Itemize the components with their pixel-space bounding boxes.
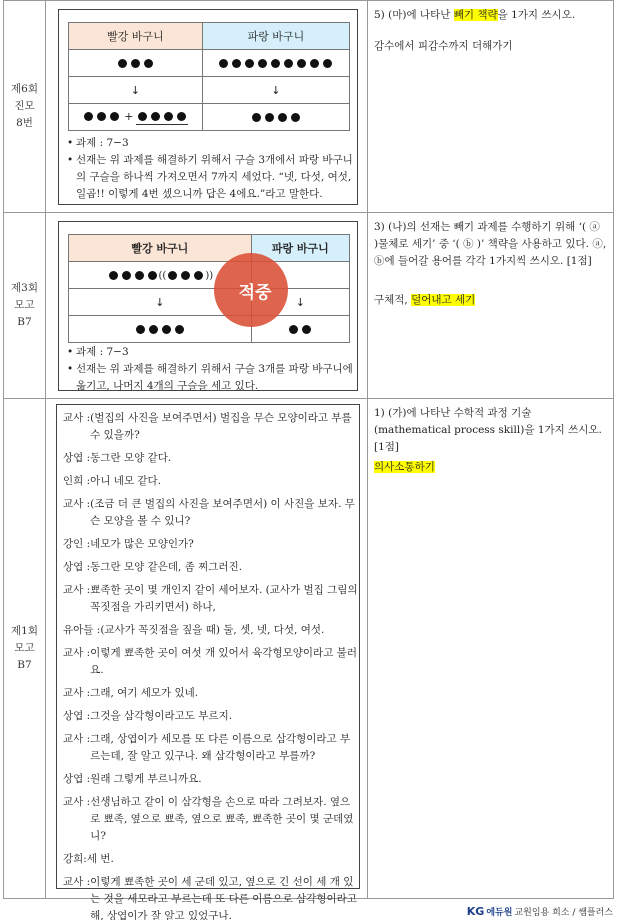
kg-logo: KG: [466, 905, 485, 918]
dialog-line: [63, 582, 358, 616]
note-item: • 선재는 위 과제를 해결하기 위해서 구슬 3개를 파랑 바구니에 옮기고, 나머지 4개의 구슬을 세고 있다.: [67, 361, 357, 395]
hit-stamp: [214, 253, 288, 327]
answer-text: [374, 459, 607, 476]
marble: [245, 59, 254, 68]
dialog-line: [63, 450, 358, 467]
marble: [164, 112, 173, 121]
red-basket-result: [69, 104, 203, 131]
marble: [131, 59, 140, 68]
marble: [284, 59, 293, 68]
marble: [135, 271, 144, 280]
question-text: 1) (가)에 나타난 수학적 과정 기술(mathematical process skill)을 1가지 쓰시오. [1점]: [374, 407, 602, 453]
marble: [110, 112, 119, 121]
marble: [291, 113, 300, 122]
marble: [84, 112, 93, 121]
dialog-line: [63, 645, 358, 679]
dialog-text: 네모가 많은 모양인가?: [90, 538, 194, 550]
speaker-name: 교사 :: [63, 647, 91, 659]
dialog-text: 그래, 여기 세모가 있네.: [90, 687, 199, 699]
dialog-text: 이렇게 뾰족한 곳이 여섯 개 있어서 육각형모양이라고 불러요.: [90, 647, 357, 676]
speaker-name: 강희:: [63, 853, 87, 865]
red-basket-header: 빨강 바구니: [69, 23, 203, 50]
highlighted-term: 빼기 책략: [453, 9, 498, 21]
marble: [162, 325, 171, 334]
problem-box: [58, 9, 358, 205]
basket-table: [68, 22, 350, 131]
stamp-text: 적중: [238, 282, 272, 303]
paren-open: ((: [158, 270, 167, 281]
down-arrow: ↓: [69, 77, 203, 104]
row-label-line: 모고: [14, 642, 35, 654]
dialog-text: 동그란 모양 같은데, 좀 찌그러진.: [90, 561, 243, 573]
dialog-line: [63, 771, 358, 788]
marble: [97, 112, 106, 121]
dialog-line: [63, 851, 358, 868]
marble: [138, 112, 147, 121]
question-row-2: [3, 213, 614, 399]
marble: [194, 271, 203, 280]
marble: [118, 59, 127, 68]
speaker-name: 교사 :: [63, 584, 91, 596]
row-label-line: 제1회: [11, 625, 38, 637]
dialog-text: (벌집의 사진을 보여주면서) 벌집을 무슨 모양이라고 부를 수 있을까?: [90, 412, 352, 441]
row-label-line: 제3회: [11, 282, 38, 294]
dialog-text: 선생님하고 같이 이 삼각형을 손으로 따라 그려보자. 옆으로 뾰족, 옆으로 뾰족, 옆으로 뾰족, 뾰족한 곳이 몇 군데였니?: [90, 796, 354, 842]
footer-text: 교원임용 희소 / 쌤플러스: [514, 908, 613, 918]
marble: [297, 59, 306, 68]
problem-notes: [67, 344, 357, 395]
red-basket-header: 빨강 바구니: [69, 235, 252, 262]
dialog-text: 뾰족한 곳이 몇 개인지 같이 세어보자. (교사가 벌집 그림의 꼭짓점을 가리키면서) 하나,: [90, 584, 358, 613]
question-text: 5) (마)에 나타난 빼기 책략을 1가지 쓰시오.: [374, 9, 576, 21]
marble: [278, 113, 287, 122]
marble: [323, 59, 332, 68]
question-answer-1: [368, 1, 613, 212]
problem-box: [58, 221, 358, 391]
marble: [252, 113, 261, 122]
speaker-name: 교사 :: [63, 412, 91, 424]
dialog-line: [63, 622, 358, 639]
marble: [232, 59, 241, 68]
marble: [144, 59, 153, 68]
row-label-2: [4, 213, 46, 398]
problem-content-1: [46, 1, 368, 212]
dialog-text: 원래 그렇게 부르니까요.: [90, 773, 202, 785]
paren-close: )): [205, 270, 214, 281]
row-label-line: B7: [17, 316, 32, 328]
marble: [177, 112, 186, 121]
marble: [151, 112, 160, 121]
dialog-line: [63, 536, 358, 553]
note-item: • 선재는 위 과제를 해결하기 위해서 구슬 3개에서 파랑 바구니의 구슬을 하나씩 가져오면서 7까지 세었다. “넷, 다섯, 여섯, 일곱!! 이렇게 4번 셌으니까 답은 4에요.”라고 말한다.: [67, 152, 357, 203]
down-arrow: ↓: [69, 289, 252, 316]
speaker-name: 상엽 :: [63, 452, 91, 464]
problem-notes: [67, 135, 357, 203]
dialog-line: [63, 410, 358, 444]
problem-content-2: [46, 213, 368, 398]
speaker-name: 교사 :: [63, 687, 91, 699]
answer-text: 구체적, 덜어내고 세기: [374, 294, 476, 306]
row-label-3: [4, 399, 46, 898]
marble: [148, 271, 157, 280]
row-label-line: 제6회: [11, 83, 38, 95]
dialog-text: 세 번.: [86, 853, 114, 865]
speaker-name: 상엽 :: [63, 710, 91, 722]
blue-basket-result: [202, 104, 349, 131]
marble: [258, 59, 267, 68]
marble: [289, 325, 298, 334]
dialog-line: [63, 496, 358, 530]
basket-table: [68, 234, 350, 343]
blue-basket-start: [202, 50, 349, 77]
note-item: • 과제 : 7−3: [67, 344, 357, 361]
marble: [265, 113, 274, 122]
marble: [136, 325, 145, 334]
marble: [271, 59, 280, 68]
dialog-line: [63, 708, 358, 725]
dialog-line: [63, 473, 358, 490]
red-basket-start: [69, 50, 203, 77]
speaker-name: 교사 :: [63, 876, 91, 888]
marble: [219, 59, 228, 68]
dialog-text: (교사가 꼭짓점을 짚을 때) 둘, 셋, 넷, 다섯, 여섯.: [100, 624, 325, 636]
marble: [302, 325, 311, 334]
blue-basket-header: 파랑 바구니: [251, 235, 349, 262]
marble: [109, 271, 118, 280]
footer-logo: [467, 905, 613, 918]
speaker-name: 강인 :: [63, 538, 91, 550]
row-label-line: B7: [17, 659, 32, 671]
highlighted-answer: 덜어내고 세기: [411, 294, 476, 306]
speaker-name: 교사 :: [63, 796, 91, 808]
dialog-line: [63, 874, 358, 920]
marble: [149, 325, 158, 334]
speaker-name: 교사 :: [63, 733, 91, 745]
marble: [181, 271, 190, 280]
plus-sign: +: [124, 110, 134, 123]
speaker-name: 유아들 :: [63, 624, 101, 636]
dialog-text: 이렇게 뾰족한 곳이 세 군데 있고, 옆으로 긴 선이 세 개 있는 것을 세모라고 부르는데 또 다른 이름으로 삼각형이라고 해, 상엽이가 잘 알고 있었구나.: [90, 876, 357, 920]
red-basket-result: [69, 316, 252, 343]
eduwon-logo: 에듀원: [486, 908, 513, 918]
dialog-text: 동그란 모양 같다.: [90, 452, 172, 464]
marble: [175, 325, 184, 334]
speaker-name: 인희 :: [63, 475, 91, 487]
highlighted-answer: 의사소통하기: [374, 461, 435, 473]
dialog-text: 아니 네모 같다.: [90, 475, 162, 487]
question-row-1: [3, 0, 614, 213]
row-label-line: 진모: [14, 100, 35, 112]
dialog-line: [63, 794, 358, 845]
question-answer-2: [368, 213, 613, 398]
dialog-text: 그것을 삼각형이라고도 부르지.: [90, 710, 233, 722]
question-answer-3: [368, 399, 613, 898]
dialog-line: [63, 559, 358, 576]
blue-basket-header: 파랑 바구니: [202, 23, 349, 50]
down-arrow: ↓: [251, 289, 349, 316]
dialog-text: 그래, 상엽이가 세모를 또 다른 이름으로 삼각형이라고 부르는데, 잘 알고 있구나. 왜 삼각형이라고 부를까?: [90, 733, 351, 762]
row-label-line: 8번: [16, 117, 33, 129]
marble: [122, 271, 131, 280]
marble: [310, 59, 319, 68]
question-text: 3) (나)의 선재는 빼기 과제를 수행하기 위해 ‘( ⓐ )물체로 세기’ 중 ‘( ⓑ )’ 책략을 사용하고 있다. ⓐ, ⓑ에 들어갈 용어를 각각 1가지씩 쓰시오. [1점]: [374, 221, 607, 267]
speaker-name: 상엽 :: [63, 773, 91, 785]
down-arrow: ↓: [202, 77, 349, 104]
marble: [168, 271, 177, 280]
problem-content-3: [46, 399, 368, 920]
note-item: • 과제 : 7−3: [67, 135, 357, 152]
dialog-text: (조금 더 큰 벌집의 사진을 보여주면서) 이 사진을 보자. 무슨 모양을 볼 수 있니?: [90, 498, 355, 527]
dialog-line: [63, 685, 358, 702]
classroom-dialog: [63, 410, 358, 920]
dialog-line: [63, 731, 358, 765]
row-label-line: 모고: [14, 299, 35, 311]
answer-text: 감수에서 피감수까지 더해가기: [374, 40, 513, 52]
speaker-name: 교사 :: [63, 498, 91, 510]
row-label-1: [4, 1, 46, 212]
speaker-name: 상엽 :: [63, 561, 91, 573]
